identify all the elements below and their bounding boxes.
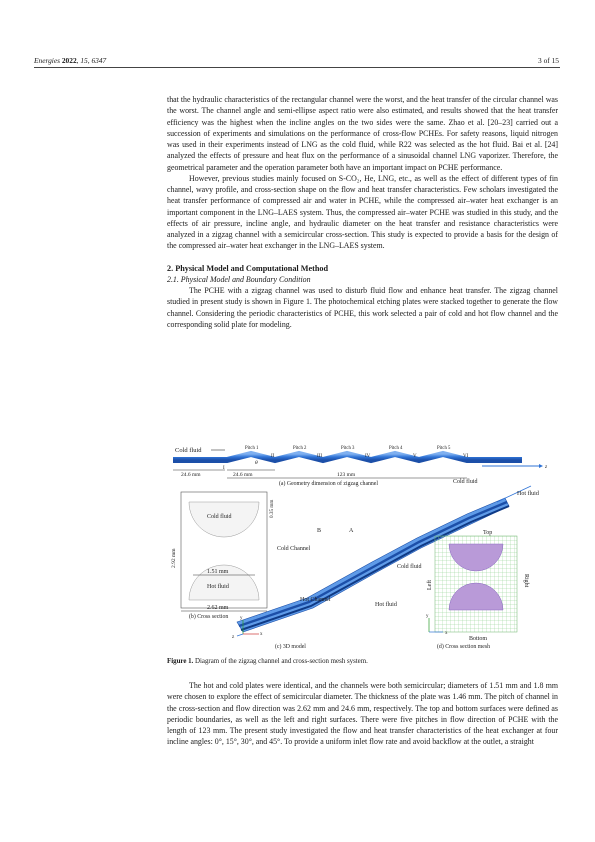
- paragraph-3: The PCHE with a zigzag channel was used to disturb fluid flow and enhance heat transfer. The zigzag channel studied in present study is shown in Figure 1. The photochemical etching plates were stacked together to generate the flow channel. Considering the periodic characteristics of PCHE, this work selected a pair of cold and hot flow channel and the corresponding solid plate for modeling.: [167, 286, 558, 329]
- panel-b-caption: (b) Cross section: [189, 614, 229, 620]
- body-text-bottom: [167, 680, 558, 748]
- panel-d-axis-y: y: [426, 614, 429, 619]
- axis-z-line: [237, 634, 243, 636]
- mesh-right-label: Right: [523, 574, 529, 588]
- article-number: 6347: [91, 56, 107, 65]
- point-a-label: A: [349, 528, 354, 534]
- roman-6: VI: [463, 454, 469, 459]
- mesh-top-label: Top: [483, 530, 493, 536]
- pitch-label-3: Pitch 3: [341, 446, 355, 451]
- dim-diameter-label: 1.51 mm: [207, 569, 229, 575]
- figure-caption-label: Figure 1.: [167, 658, 194, 665]
- header-rule: [34, 67, 560, 68]
- pitch-label-1: Pitch 1: [245, 446, 259, 451]
- roman-2: II: [271, 454, 275, 459]
- mesh-bottom-label: Bottom: [469, 636, 488, 642]
- paragraph-4: The hot and cold plates were identical, and the channels were both semicircular; diameters of 1.51 mm and 1.8 mm were chosen to explore the effect of semicircular diameter. The thickness of the plate was 1.46 mm. The pitch of channel in the cross-section and flow direction was 2.62 mm and 24.6 mm, respectively. The top and bottom surfaces were defined as periodic boundaries, as well as the left and right surfaces. There were five pitches in flow direction of PCHE with the length of 123 mm. The present study investigated the flow and heat transfer characteristics of the heat exchanger at four incline angles: 0°, 15°, 30°, and 45°. To provide a uniform inlet flow rate and avoid backflow at the outlet, a straight: [167, 681, 558, 747]
- panel-d-cold-fluid-label: Cold fluid: [397, 564, 422, 570]
- roman-5: V: [413, 454, 417, 459]
- z-axis-arrowhead: [539, 464, 543, 468]
- dim-length-label: 123 mm: [337, 472, 356, 478]
- pitch-label-4: Pitch 4: [389, 446, 403, 451]
- running-header-journal: Energies 2022, 15, 6347: [34, 56, 107, 65]
- pitch-label-2: Pitch 2: [293, 446, 307, 451]
- roman-3: III: [317, 454, 322, 459]
- subsection-heading: 2.1. Physical Model and Boundary Condition: [167, 274, 311, 284]
- zigzag-channel: [173, 454, 522, 460]
- panel-c-axis-x: x: [260, 632, 263, 637]
- mesh-left-label: Left: [427, 580, 433, 590]
- body-text-top: [167, 94, 558, 330]
- panel-c-axis-z: z: [232, 635, 235, 640]
- panel-d-hot-fluid-label: Hot fluid: [375, 602, 397, 608]
- panel-b-hot-fluid-label: Hot fluid: [207, 584, 229, 590]
- journal-name: Energies: [34, 56, 60, 65]
- dim-pitch-label: 24.6 mm: [233, 472, 253, 478]
- panel-b: [171, 492, 275, 620]
- panel-a-cold-fluid-label: Cold fluid: [175, 447, 202, 454]
- panel-d-axis-x: x: [445, 631, 448, 636]
- panel-a-caption: (a) Geometry dimension of zigzag channel: [279, 481, 378, 487]
- panel-a: [173, 446, 548, 487]
- paragraph-1: that the hydraulic characteristics of the rectangular channel were the worst, and the heat transfer of the circular channel was the worst. The channel angle and semi-ellipse aspect ratio were also estimated, and results showed that the heat transfer efficiency was the highest when the incline angles on the two sides were the same. Zhao et al. [20–23] carried out a succession of experiments and simulations on the performance of cross-flow PCHEs. For safety reasons, liquid nitrogen was used in their experiments instead of LNG as the cold fluid, while R22 was selected as the hot fluid. Bai et al. [24] analyzed the effects of pressure and heat flux on the performance of a sinusoidal channel LNG vaporizer. Therefore, the geometrical parameter and the operation parameter both have an important impact on PCHE performance.: [167, 95, 558, 172]
- dim-height-label: 2.92 mm: [171, 548, 177, 568]
- dim-width-label: 2.62 mm: [207, 605, 229, 611]
- panel-b-cold-fluid-label: Cold fluid: [207, 514, 232, 520]
- dim-thickness-label: 0.35 mm: [269, 499, 275, 518]
- journal-year: 2022: [61, 56, 77, 65]
- panel-a-z-axis-label: z: [545, 464, 548, 470]
- panel-c-axis-y: y: [240, 616, 243, 621]
- panel-c-cold-fluid-label: Cold fluid: [453, 479, 478, 485]
- cold-channel-label: Cold Channel: [277, 546, 311, 552]
- pitch-label-5: Pitch 5: [437, 446, 451, 451]
- roman-4: IV: [365, 454, 371, 459]
- angle-theta-label: θ: [255, 460, 258, 466]
- figure-caption: [167, 658, 558, 665]
- panel-c-hot-fluid-label: Hot fluid: [517, 491, 539, 497]
- hot-channel-label: Hot Channel: [300, 597, 331, 603]
- roman-1: I: [223, 466, 225, 471]
- figure-caption-text: Diagram of the zigzag channel and cross-section mesh system.: [195, 658, 368, 665]
- journal-volume: 15: [80, 56, 88, 65]
- section-heading: 2. Physical Model and Computational Method: [167, 263, 329, 273]
- point-b-label: B: [317, 528, 322, 534]
- paragraph-2: However, previous studies mainly focused on S-CO₂, He, LNG, etc., as well as the effect of different types of fin channel, wavy profile, and cross-section shape on the flow and heat transfer characteristics. Few scholars investigated the heat transfer performance of compressed air and water in PCHE, while the compressed air–water heat exchanger is an important component in the LNG–LAES system. Thus, the compressed air–water PCHE was studied in this study, and the effects of air pressure, incline angle, and hydraulic diameter on the heat transfer and resistance characteristics were analyzed in a zigzag channel with a semicircular cross-section. This study is expected to provide a basis for the design of the compressed air–water heat exchanger in the LNG–LAES system.: [167, 173, 558, 251]
- page-number: 3 of 15: [538, 56, 559, 65]
- figure-1: [167, 440, 558, 652]
- panel-d-caption: (d) Cross section mesh: [437, 644, 490, 650]
- panel-c-caption: (c) 3D model: [275, 644, 306, 650]
- dim-inlet-label: 24.6 mm: [181, 472, 201, 478]
